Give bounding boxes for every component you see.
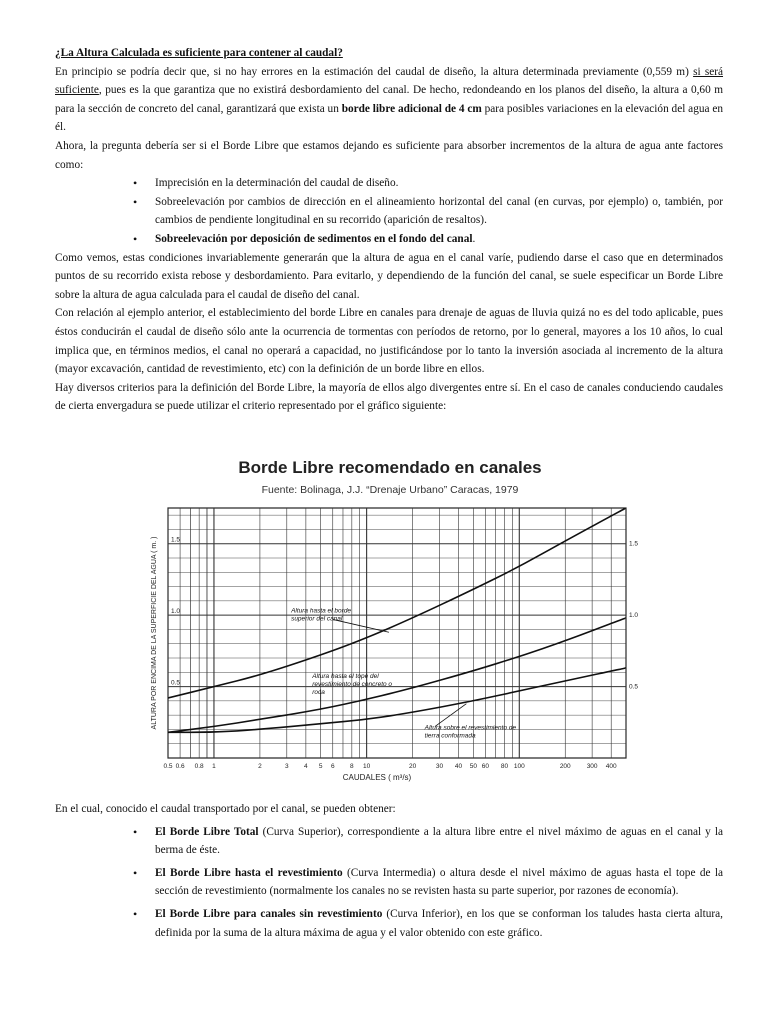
paragraph-2: Ahora, la pregunta debería ser si el Borde Libre que estamos dejando es suficiente para absorber incrementos de la altura de agua ante factores como: <box>55 139 723 171</box>
chart-series <box>168 508 626 732</box>
chart-subtitle: Fuente: Bolinaga, J.J. “Drenaje Urbano” Caracas, 1979 <box>261 484 519 496</box>
section-heading: ¿La Altura Calculada es suficiente para contener al caudal? <box>55 47 343 59</box>
annotation-label: Altura sobre el revestimiento de <box>424 724 517 732</box>
y-axis-label: ALTURA POR ENCIMA DE LA SUPERFICIE DEL AGUA ( m. ) <box>151 536 158 730</box>
x-axis-label: CAUDALES ( m³/s) <box>342 773 412 782</box>
x-tick-label: 0.6 <box>175 763 185 770</box>
annotation-label: tierra conformada <box>424 732 476 740</box>
list-item: • Imprecisión en la determinación del caudal de diseño. <box>55 174 723 193</box>
list-item: • El Borde Libre hasta el revestimiento (Curva Intermedia) o altura desde el nivel máximo de aguas hasta el tope de la sección de revestimiento (normalmente los canales no se revisten hasta su parte superior, por razones de economía). <box>55 864 723 901</box>
y-tick-label-right: 1.5 <box>629 540 639 548</box>
x-tick-label: 300 <box>586 763 598 770</box>
underlined-phrase: si será suficiente <box>55 65 724 97</box>
x-tick-label: 60 <box>481 763 490 770</box>
list-item: • Sobreelevación por deposición de sedimentos en el fondo del canal. <box>55 230 723 249</box>
x-tick-label: 200 <box>559 763 571 770</box>
x-tick-label: 50 <box>469 763 477 770</box>
y-tick-label-right: 1.0 <box>629 612 639 620</box>
y-tick-label-right: 0.5 <box>629 683 639 691</box>
bold-phrase: borde libre adicional de 4 cm <box>341 102 482 115</box>
x-tick-label: 0.5 <box>163 763 173 770</box>
x-tick-label: 20 <box>408 763 417 770</box>
list-item: • El Borde Libre para canales sin revestimiento (Curva Inferior), en los que se conforman los taludes hasta cierta altura, definida por la suma de la altura máxima de agua y el valor obtenido con este gráfico. <box>55 905 723 942</box>
x-tick-label: 400 <box>605 763 617 770</box>
chart-title: Borde Libre recomendado en canales <box>238 458 542 477</box>
list-item: • Sobreelevación por cambios de dirección en el alineamiento horizontal del canal (en curvas, por ejemplo) o, también, por cambios de pendiente longitudinal en su recorrido (aparición de resaltos). <box>55 193 723 230</box>
paragraph-4: Con relación al ejemplo anterior, el establecimiento del borde Libre en canales para drenaje de aguas de lluvia quizá no es del todo aplicable, pues éstos conducirán el caudal de diseño sólo ante la ocurrencia de tormentas con períodos de retorno, por lo general, mayores a los 10 años, lo cual implica que, en términos medios, el canal no operará a capacidad, no justificándose por lo tanto la inversión asociada al incremento de la altura (mayor excavación, cantidad de revestimiento, etc) con la definición de un borde libre en ellos. <box>55 307 723 376</box>
x-tick-label: 30 <box>435 763 444 770</box>
x-tick-label: 80 <box>500 763 509 770</box>
paragraph-6: En el cual, conocido el caudal transportado por el canal, se pueden obtener: <box>55 803 396 815</box>
y-tick-label-left: 0.5 <box>171 679 181 687</box>
annotation-label: Altura hasta el tope del <box>312 673 379 680</box>
paragraph-5: Hay diversos criterios para la definición del Borde Libre, la mayoría de ellos algo divergentes entre sí. En el caso de canales conduciendo caudales de cierta envergadura se puede utilizar el criterio representado por el gráfico siguiente: <box>55 381 723 413</box>
x-tick-label: 3 <box>284 763 289 770</box>
series-line-1 <box>168 508 626 698</box>
x-tick-label: 8 <box>350 763 354 770</box>
body-text-bottom <box>55 800 723 946</box>
x-tick-label: 100 <box>513 763 525 770</box>
x-tick-label: 10 <box>363 763 371 770</box>
body-text-top <box>55 44 723 416</box>
freeboard-chart <box>138 446 658 796</box>
paragraph-1: En principio se podría decir que, si no hay errores en la estimación del caudal de diseño, la altura determinada previamente (0,559 m) si será suficiente, pues es la que garantiza que no existirá desbordamiento del canal. De hecho, redondeando en los planos del diseño, la altura a 0,60 m para la sección de concreto del canal, garantizará que exista un borde libre adicional de 4 cm para posibles variaciones en la elevación del agua en él. <box>55 65 724 134</box>
x-tick-label: 2 <box>258 763 262 770</box>
annotation-label: superior del canal <box>291 615 343 623</box>
x-tick-label: 6 <box>330 763 335 770</box>
paragraph-3: Como vemos, estas condiciones invariablemente generarán que la altura de agua en el canal varíe, pudiendo darse el caso que en determinados puntos de su recorrido exista rebose y desbordamiento. Para evitarlo, y dependiendo de la función del canal, se suele especificar un Borde Libre sobre la altura de agua calculada para el caudal de diseño del canal. <box>55 251 723 301</box>
x-tick-label: 4 <box>304 763 308 770</box>
x-tick-label: 40 <box>454 763 463 770</box>
x-tick-label: 5 <box>318 763 323 770</box>
y-tick-label-left: 1.0 <box>171 608 181 616</box>
chart-svg <box>138 446 658 796</box>
x-tick-label: 0.8 <box>194 763 204 770</box>
chart-ticks <box>163 537 638 770</box>
freeboard-types-list <box>55 823 723 943</box>
y-tick-label-left: 1.5 <box>171 536 181 544</box>
x-tick-label: 1 <box>212 763 216 770</box>
annotation-label: roca <box>312 689 325 696</box>
list-item: • El Borde Libre Total (Curva Superior), correspondiente a la altura libre entre el nivel máximo de aguas en el canal y la berma de éste. <box>55 823 723 860</box>
factors-list <box>55 174 723 248</box>
chart-annotations <box>290 607 516 739</box>
annotation-label: Altura hasta el borde <box>291 607 352 615</box>
annotation-label: revestimiento de concreto o <box>312 681 393 688</box>
